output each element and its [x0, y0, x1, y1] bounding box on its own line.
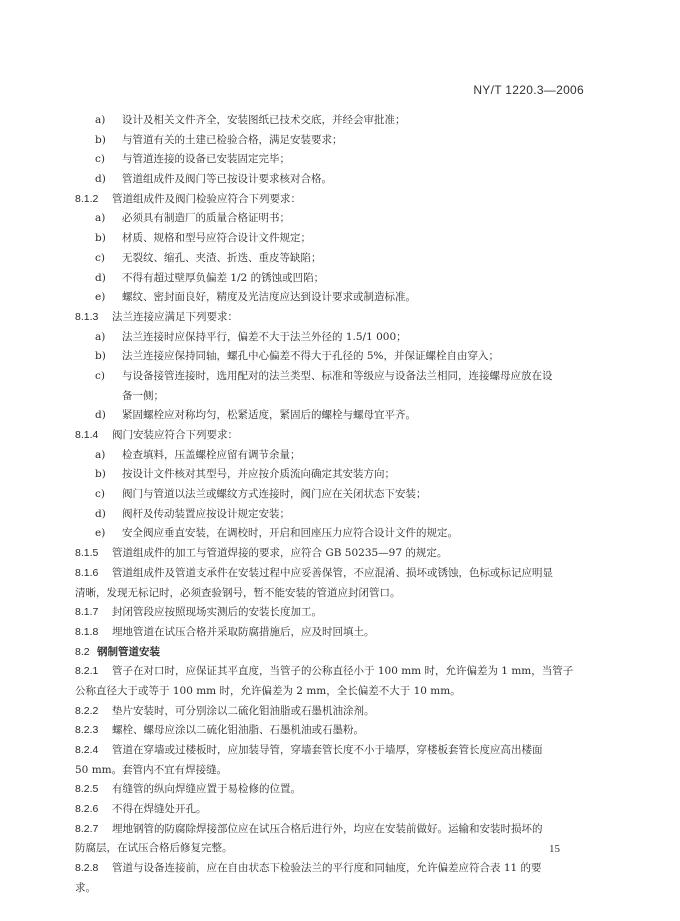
- clause-paragraph: 8.2.7 埋地钢管的防腐除焊接部位应在试压合格后进行外，均应在安装前做好。运输和安装时损坏的: [75, 822, 543, 835]
- clause-heading: 8.1.3 法兰连接应满足下列要求：: [75, 310, 238, 323]
- clause-paragraph: 8.2.6 不得在焊缝处开孔。: [75, 803, 207, 816]
- list-item: c) 阀门与管道以法兰或螺纹方式连接时，阀门应在关闭状态下安装；: [95, 488, 427, 501]
- clause-heading: 8.1.4 阀门安装应符合下列要求：: [75, 429, 238, 441]
- list-item: e) 安全阀应垂直安装，在调校时，开启和回座压力应符合设计文件的规定。: [95, 527, 458, 540]
- standard-code-header: NY/T 1220.3—2006: [473, 83, 584, 97]
- clause-paragraph: 8.2.5 有缝管的纵向焊缝应置于易检修的位置。: [75, 783, 301, 796]
- page-number: 15: [549, 843, 560, 855]
- list-item: b) 法兰连接应保持同轴，螺孔中心偏差不得大于孔径的 5%，并保证螺栓自由穿入；: [95, 350, 499, 363]
- list-item: d) 阀杆及传动装置应按设计规定安装；: [95, 507, 290, 520]
- list-item: c) 与设备接管连接时，选用配对的法兰类型、标准和等级应与设备法兰相同，连接螺母应放在设: [95, 369, 553, 382]
- list-item: d) 不得有超过壁厚负偏差 1/2 的锈蚀或凹陷；: [95, 271, 325, 284]
- section-heading: 8.2 钢制管道安装: [75, 645, 160, 658]
- list-item: c) 与管道连接的设备已安装固定完毕；: [95, 153, 290, 166]
- clause-paragraph: 8.1.5 管道组成件的加工与管道焊接的要求，应符合 GB 50235—97 的规定。: [75, 547, 448, 560]
- clause-paragraph: 8.1.7 封闭管段应按照现场实测后的安装长度加工。: [75, 606, 322, 619]
- list-item: d) 管道组成件及阀门等已按设计要求核对合格。: [95, 173, 332, 186]
- clause-paragraph-continuation: 求。: [75, 881, 96, 894]
- list-item-continuation: 备一侧；: [122, 389, 164, 402]
- clause-paragraph: 8.2.3 螺栓、螺母应涂以二硫化钼油脂、石墨机油或石墨粉。: [75, 724, 364, 737]
- clause-paragraph: 8.2.2 垫片安装时，可分别涂以二硫化钼油脂或石墨机油涂剂。: [75, 704, 375, 717]
- clause-paragraph-continuation: 50 mm。套管内不宜有焊接缝。: [75, 763, 228, 776]
- list-item: a) 设计及相关文件齐全，安装图纸已技术交底，并经会审批准；: [95, 114, 406, 126]
- list-item: a) 必须具有制造厂的质量合格证明书；: [95, 212, 290, 225]
- clause-paragraph: 8.1.8 埋地管道在试压合格并采取防腐措施后，应及时回填土。: [75, 625, 375, 638]
- main-content: [75, 111, 583, 899]
- list-item: b) 材质、规格和型号应符合设计文件规定；: [95, 232, 311, 245]
- clause-paragraph: 8.1.6 管道组成件及管道支承件在安装过程中应妥善保管，不应混淆、损坏或锈蚀，色标或标记应明显: [75, 566, 553, 579]
- list-item: b) 与管道有关的土建已检验合格，满足安装要求；: [95, 133, 343, 146]
- list-item: a) 检查填料，压盖螺栓应留有调节余量；: [95, 448, 301, 461]
- clause-paragraph-continuation: 清晰，发现无标记时，必须查验钢号，暂不能安装的管道应封闭管口。: [75, 586, 401, 599]
- clause-paragraph: 8.2.1 管子在对口时，应保证其平直度，当管子的公称直径小于 100 mm 时，允许偏差为 1 mm，当管子: [75, 665, 574, 678]
- clause-heading: 8.1.2 管道组成件及阀门检验应符合下列要求：: [75, 192, 301, 205]
- list-item: b) 按设计文件核对其型号，并应按介质流向确定其安装方向；: [95, 468, 395, 481]
- list-item: e) 螺纹、密封面良好，精度及光洁度应达到设计要求或制造标准。: [95, 291, 416, 304]
- clause-paragraph-continuation: 公称直径大于或等于 100 mm 时，允许偏差为 2 mm，全长偏差不大于 10 mm。: [75, 684, 461, 697]
- clause-paragraph: 8.2.8 管道与设备连接前，应在自由状态下检验法兰的平行度和同轴度，允许偏差应符合表 11 的要: [75, 862, 542, 875]
- list-item: c) 无裂纹、缩孔、夹渣、折迭、重皮等缺陷；: [95, 251, 322, 264]
- clause-paragraph-continuation: 防腐层，在试压合格后修复完整。: [75, 842, 233, 855]
- list-item: d) 紧固螺栓应对称均匀，松紧适度，紧固后的螺栓与螺母宜平齐。: [95, 409, 416, 422]
- list-item: a) 法兰连接时应保持平行，偏差不大于法兰外径的 1.5/1 000；: [95, 330, 407, 343]
- clause-paragraph: 8.2.4 管道在穿墙或过楼板时，应加装导管，穿墙套管长度不小于墙厚，穿楼板套管长度应高出楼面: [75, 744, 543, 756]
